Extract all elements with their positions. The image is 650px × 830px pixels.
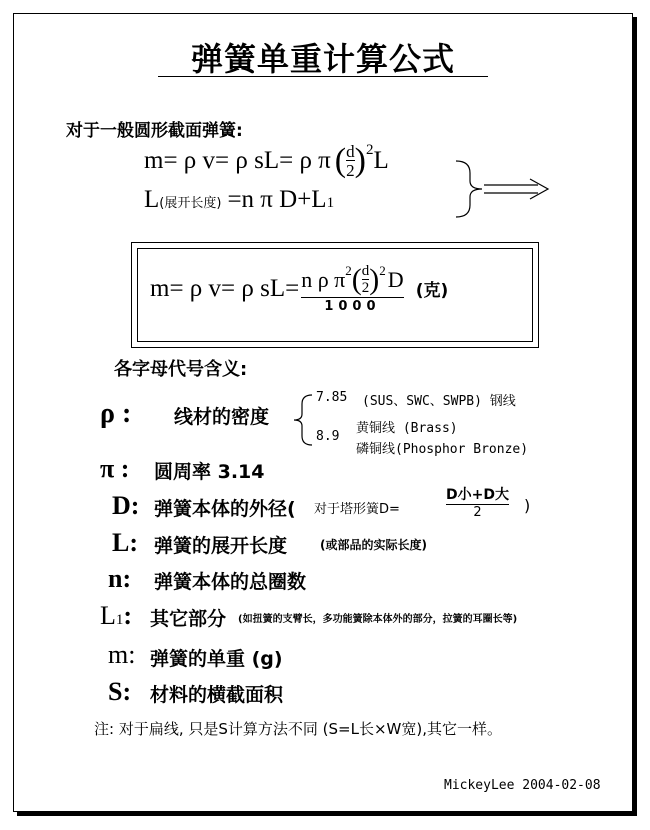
formula1-tail: L xyxy=(373,147,389,174)
close-paren: ) xyxy=(354,142,366,179)
formula2-sub: (展开长度) xyxy=(159,196,222,211)
formula1-frac-den: 2 xyxy=(346,161,355,180)
D-fraction xyxy=(446,484,509,520)
formula-length xyxy=(144,186,334,214)
intro-text: 对于一般圆形截面弹簧: xyxy=(66,121,243,141)
rho-option1-text: (SUS、SWC、SWPB) 钢线 xyxy=(362,394,516,409)
rho-desc: 线材的密度 xyxy=(174,406,270,428)
formula1-lhs: m= ρ v= ρ sL= ρ π xyxy=(144,147,331,174)
D-desc: 弹簧本体的外径( xyxy=(154,498,296,520)
formula2-rhs: =n π D+L xyxy=(227,186,327,213)
document-frame xyxy=(13,13,633,812)
result-inner-den: 2 xyxy=(361,280,370,296)
result-box xyxy=(131,242,539,348)
page-title: 弹簧单重计算公式 xyxy=(190,40,455,78)
rho-brace-icon xyxy=(290,392,314,448)
result-num-prefix: n ρ π xyxy=(301,267,346,292)
L1-letter: L xyxy=(100,601,116,630)
legend-title: 各字母代号含义: xyxy=(114,359,248,380)
result-unit: (克) xyxy=(415,281,449,301)
m-desc: 弹簧的单重 (g) xyxy=(150,648,283,670)
result-fraction xyxy=(301,263,403,314)
result-open-paren: ( xyxy=(351,263,362,296)
title-underline xyxy=(158,76,488,77)
L-symbol: L: xyxy=(112,528,138,557)
footnote: 注: 对于扁线, 只是S计算方法不同 (S=L长×W宽),其它一样。 xyxy=(94,720,502,738)
result-num-exp1: 2 xyxy=(345,263,352,278)
signature: MickeyLee 2004-02-08 xyxy=(444,778,601,793)
L-note: (或部品的实际长度) xyxy=(320,538,427,552)
pi-desc: 圆周率 3.14 xyxy=(154,461,265,483)
formula1-fraction xyxy=(346,143,355,179)
D-frac-num: D小+D大 xyxy=(446,487,509,503)
result-close-paren: ) xyxy=(369,263,380,296)
result-lhs: m= ρ v= ρ sL= xyxy=(150,274,300,302)
result-inner-fraction xyxy=(362,264,370,296)
D-note: 对于塔形簧D= xyxy=(314,502,400,517)
rho-option2-text-a: 黄铜线 (Brass) xyxy=(356,421,458,436)
result-inner-num: d xyxy=(361,263,370,279)
result-num-suffix: D xyxy=(387,267,404,292)
formula-mass-volume xyxy=(144,142,389,180)
formula2-lhs: L xyxy=(144,186,160,213)
L1-desc: 其它部分 xyxy=(150,608,227,630)
D-symbol: D: xyxy=(112,491,140,520)
n-symbol: n: xyxy=(108,564,132,593)
L1-sub: 1 xyxy=(115,612,124,628)
formula1-exponent: 2 xyxy=(365,142,374,158)
open-paren: ( xyxy=(334,142,347,179)
rho-option2-value: 8.9 xyxy=(316,429,340,444)
formula2-rhs-sub: 1 xyxy=(326,195,335,211)
pi-symbol: π : xyxy=(100,454,130,483)
L1-colon: : xyxy=(123,601,133,630)
L-desc: 弹簧的展开长度 xyxy=(154,535,288,557)
implies-arrow-icon xyxy=(454,159,554,219)
result-num-exp2: 2 xyxy=(379,263,386,278)
result-formula xyxy=(150,263,448,314)
S-symbol: S: xyxy=(108,677,132,706)
rho-symbol: ρ : xyxy=(100,398,132,429)
D-close: ) xyxy=(524,496,531,515)
result-denominator: 1000 xyxy=(301,297,403,314)
rho-option2-text-b: 磷铜线(Phosphor Bronze) xyxy=(356,442,529,457)
result-numerator xyxy=(301,263,403,297)
L1-symbol xyxy=(100,601,132,631)
n-desc: 弹簧本体的总圈数 xyxy=(154,571,307,593)
rho-option1-value: 7.85 xyxy=(316,390,348,405)
m-symbol: m: xyxy=(108,640,136,669)
formula1-frac-num: d xyxy=(346,142,355,161)
S-desc: 材料的横截面积 xyxy=(150,684,284,706)
L1-note: (如扭簧的支臂长，多功能簧除本体外的部分，拉簧的耳圈长等) xyxy=(238,614,518,625)
result-box-inner xyxy=(137,248,533,342)
D-frac-den: 2 xyxy=(446,504,509,520)
